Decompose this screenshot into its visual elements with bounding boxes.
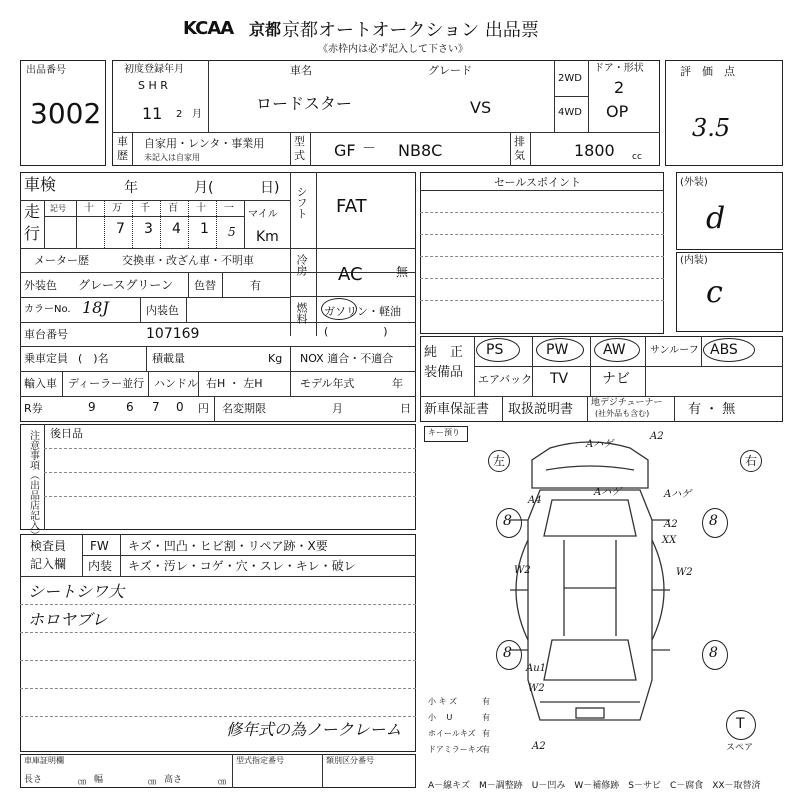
mirror-scratch-value: 有 bbox=[482, 745, 490, 754]
shift: FAT bbox=[336, 196, 367, 217]
mile-label: マイル bbox=[248, 209, 278, 220]
fuel-paren: ( ) bbox=[324, 325, 388, 338]
r-digit-2: 6 bbox=[126, 400, 134, 414]
door-label: ドア・形状 bbox=[594, 63, 644, 74]
model-year-unit: 年 bbox=[392, 377, 403, 390]
mark-au1: Au1 bbox=[526, 663, 547, 674]
height-label: 高さ bbox=[164, 775, 183, 785]
drive-4wd: 4WD bbox=[558, 107, 582, 118]
mileage-label-1: 走 bbox=[24, 202, 41, 221]
equip-label-2: 装備品 bbox=[424, 365, 464, 380]
digital-tuner-note: (社外品も含む) bbox=[595, 409, 650, 418]
model-year-label: モデル年式 bbox=[300, 377, 355, 390]
score-label: 評 価 点 bbox=[680, 65, 735, 78]
equip-airbag: エアバック bbox=[478, 373, 533, 386]
ac: AC bbox=[338, 264, 363, 285]
meter-history-label: メーター歴 bbox=[34, 254, 89, 267]
claim-note: 修年式の為ノークレーム bbox=[226, 720, 402, 739]
mark-w2-bottom: W2 bbox=[528, 683, 545, 694]
color-no-label: カラーNo. bbox=[24, 304, 71, 315]
fuel-options: ガソリン・軽油 bbox=[324, 305, 401, 318]
model-code: NB8C bbox=[398, 141, 443, 160]
ext-color-label: 外装色 bbox=[24, 279, 57, 292]
r-digit-1: 9 bbox=[88, 400, 96, 414]
interior-grade: c bbox=[706, 275, 723, 310]
small-scratch-value: 有 bbox=[482, 697, 490, 706]
grade-label: グレード bbox=[428, 64, 472, 77]
mark-ahage-3: Aハゲ bbox=[664, 489, 692, 500]
ari-nashi: 有 ・ 無 bbox=[688, 402, 736, 417]
tire-mark-rl: 8 bbox=[503, 645, 512, 661]
mark-w2-left: W2 bbox=[514, 565, 531, 576]
digit-h1: 十 bbox=[84, 203, 94, 214]
tire-mark-rr: 8 bbox=[709, 645, 718, 661]
warranty-label: 新車保証書 bbox=[424, 402, 490, 417]
import-option: ディーラー並行 bbox=[68, 377, 145, 390]
shaken-year: 年 bbox=[124, 180, 138, 196]
tire-mark-fl: 8 bbox=[503, 513, 512, 529]
ac-none: 無 bbox=[396, 265, 409, 279]
era-options: S H R bbox=[138, 79, 168, 92]
chassis-number: 107169 bbox=[146, 326, 200, 342]
reg-month: 2 bbox=[176, 109, 183, 120]
car-name-label: 車名 bbox=[290, 64, 312, 77]
lot-number: 3002 bbox=[30, 97, 102, 130]
shaken-label: 車検 bbox=[24, 175, 57, 194]
digit-2: 3 bbox=[144, 221, 153, 237]
mark-a2-bottom: A2 bbox=[532, 741, 546, 752]
type-label: 型式指定番号 bbox=[236, 756, 284, 765]
equip-ps: PS bbox=[486, 342, 504, 358]
history-note: 未記入は自家用 bbox=[144, 153, 200, 162]
doors: 2 bbox=[614, 78, 625, 97]
small-dent-value: 有 bbox=[482, 713, 490, 722]
width-label: 幅 bbox=[94, 775, 104, 785]
mark-a2-top: A2 bbox=[650, 431, 664, 442]
first-reg-label: 初度登録年月 bbox=[124, 64, 184, 75]
digit-h5: 十 bbox=[196, 203, 206, 214]
inspector-label-1: 検査員 bbox=[30, 539, 67, 553]
model-label-2: 式 bbox=[294, 149, 305, 162]
after-label: 後日品 bbox=[50, 427, 83, 440]
form-title: 京都オートオークション 出品票 bbox=[282, 20, 539, 41]
model-prefix: GF bbox=[334, 141, 356, 160]
repaint-label: 色替 bbox=[194, 279, 216, 292]
reg-year: 11 bbox=[142, 104, 163, 123]
inspector-label-2: 記入欄 bbox=[30, 557, 67, 571]
equip-navi: ナビ bbox=[602, 371, 630, 387]
handle-label: ハンドル bbox=[154, 377, 198, 390]
chassis-label: 車台番号 bbox=[24, 328, 68, 341]
interior-options: キズ・汚レ・コゲ・穴・スレ・キレ・破レ bbox=[128, 559, 356, 573]
model-label-1: 型 bbox=[294, 135, 305, 148]
sales-point-box bbox=[420, 172, 664, 334]
digit-1: 7 bbox=[116, 221, 125, 237]
capacity-label: 乗車定員 bbox=[24, 352, 68, 365]
mark-ahage-1: Aハゲ bbox=[586, 439, 614, 450]
displacement: 1800 bbox=[574, 141, 615, 160]
score: 3.5 bbox=[692, 114, 731, 142]
mileage-mark: 5 bbox=[228, 225, 236, 239]
mirror-scratch-label: ドアミラーキズ bbox=[428, 745, 484, 754]
logo-city: 京都 bbox=[249, 20, 282, 39]
digit-h2: 万 bbox=[112, 203, 122, 214]
equip-abs: ABS bbox=[710, 342, 738, 358]
wheel-scratch-label: ホイールキズ bbox=[428, 729, 476, 738]
shift-label: シフト bbox=[295, 186, 308, 219]
damage-legend: A－線キズ M－調整跡 U－凹み W－補修跡 S－サビ C－腐食 XX－取替済 bbox=[428, 781, 761, 791]
len-unit: ㎝ bbox=[78, 777, 86, 786]
r-digit-4: 0 bbox=[176, 400, 184, 414]
meigi-month: 月 bbox=[332, 402, 343, 415]
equip-tv: TV bbox=[550, 371, 569, 387]
equip-label-1: 純 正 bbox=[424, 345, 464, 360]
repaint-value: 有 bbox=[250, 279, 261, 292]
digit-h3: 千 bbox=[140, 203, 150, 214]
grade: VS bbox=[470, 98, 492, 117]
digit-3: 4 bbox=[172, 221, 181, 237]
load-unit: Kg bbox=[268, 352, 283, 365]
car-diagram bbox=[480, 440, 700, 740]
digit-h4: 百 bbox=[168, 203, 178, 214]
disp-unit: cc bbox=[632, 152, 642, 162]
color-no: 18J bbox=[82, 298, 109, 317]
mark-w2-right: W2 bbox=[676, 567, 693, 578]
digit-h6: 一 bbox=[224, 203, 234, 214]
disp-label-2: 気 bbox=[514, 149, 525, 162]
ac-label: 冷房 bbox=[295, 254, 308, 276]
capacity-unit: ( )名 bbox=[78, 352, 109, 365]
mark-a2-right: A2 bbox=[664, 519, 678, 530]
handwritten-2: ホロヤブレ bbox=[28, 610, 108, 629]
interior-label: (内装) bbox=[680, 255, 708, 266]
meigi-day: 日 bbox=[400, 402, 411, 415]
r-label: R券 bbox=[24, 402, 43, 415]
height-unit: ㎝ bbox=[218, 777, 226, 786]
small-dent-label: 小 U bbox=[428, 713, 453, 722]
width-unit: ㎝ bbox=[148, 777, 156, 786]
lot-label: 出品番号 bbox=[26, 65, 66, 76]
exterior-grade: d bbox=[706, 201, 726, 236]
model-dash: － bbox=[362, 141, 376, 157]
mark-a4: A4 bbox=[528, 495, 542, 506]
wheel-scratch-value: 有 bbox=[482, 729, 490, 738]
spare-label: スペア bbox=[726, 743, 754, 753]
equip-aw: AW bbox=[603, 342, 626, 358]
disp-label-1: 排 bbox=[514, 135, 525, 148]
manual-label: 取扱説明書 bbox=[508, 402, 574, 417]
history-label-1: 車 bbox=[117, 135, 128, 148]
drive-2wd: 2WD bbox=[558, 73, 582, 84]
history-options: 自家用・レンタ・事業用 bbox=[144, 137, 265, 150]
reg-month-unit: 月 bbox=[192, 109, 202, 120]
digital-tuner-label: 地デジチューナー bbox=[591, 398, 663, 408]
class-label: 類別区分番号 bbox=[326, 756, 374, 765]
ext-color: グレースグリーン bbox=[78, 278, 174, 292]
fuel-label: 燃料 bbox=[295, 302, 308, 324]
cert-label: 車庫証明欄 bbox=[24, 756, 64, 765]
small-scratch-label: 小 キ ズ bbox=[428, 697, 458, 706]
notes-label: 注意事項（出品店記入） bbox=[27, 430, 39, 540]
handwritten-1: シートシワ大 bbox=[28, 582, 125, 601]
fw-label: FW bbox=[90, 539, 109, 553]
mileage-label-2: 行 bbox=[24, 224, 41, 243]
equip-pw: PW bbox=[546, 342, 569, 358]
logo-text: KCAA bbox=[183, 18, 234, 39]
shaken-day: 日) bbox=[260, 180, 280, 196]
digit-4: 1 bbox=[200, 221, 209, 237]
car-name: ロードスター bbox=[256, 94, 352, 113]
fw-options: キズ・凹凸・ヒビ割・リペア跡・X要 bbox=[128, 539, 328, 553]
spare-mark: T bbox=[736, 716, 745, 732]
import-label: 輸入車 bbox=[24, 377, 57, 390]
mark-ahage-2: Aハゲ bbox=[594, 487, 622, 498]
len-label: 長さ bbox=[24, 775, 43, 785]
equip-sunroof: サンルーフ bbox=[650, 345, 699, 356]
right-label: 右 bbox=[745, 454, 758, 468]
sales-label: セールスポイント bbox=[494, 176, 582, 189]
nox-label: NOX 適合・不適合 bbox=[300, 352, 394, 365]
load-label: 積載量 bbox=[152, 352, 185, 365]
digit-h0: 記号 bbox=[50, 204, 66, 213]
history-label-2: 歴 bbox=[117, 149, 128, 162]
handle-options: 右H ・ 左H bbox=[206, 377, 263, 390]
int-color-label: 内装色 bbox=[146, 304, 179, 317]
meigi-label: 名変期限 bbox=[222, 402, 266, 415]
interior-insp-label: 内装 bbox=[88, 559, 113, 573]
key-label: キー預り bbox=[428, 428, 460, 437]
left-label: 左 bbox=[493, 454, 506, 468]
form-note: 《赤枠内は必ず記入して下さい》 bbox=[318, 44, 468, 55]
r-digit-3: 7 bbox=[152, 400, 160, 414]
meter-history-options: 交換車・改ざん車・不明車 bbox=[122, 254, 254, 267]
r-unit: 円 bbox=[198, 402, 209, 415]
exterior-label: (外装) bbox=[680, 177, 708, 188]
body-type: OP bbox=[606, 102, 629, 121]
km-label: Km bbox=[256, 229, 279, 245]
tire-mark-fr: 8 bbox=[709, 513, 718, 529]
shaken-month: 月( bbox=[194, 180, 214, 196]
mark-xx: XX bbox=[662, 535, 677, 546]
